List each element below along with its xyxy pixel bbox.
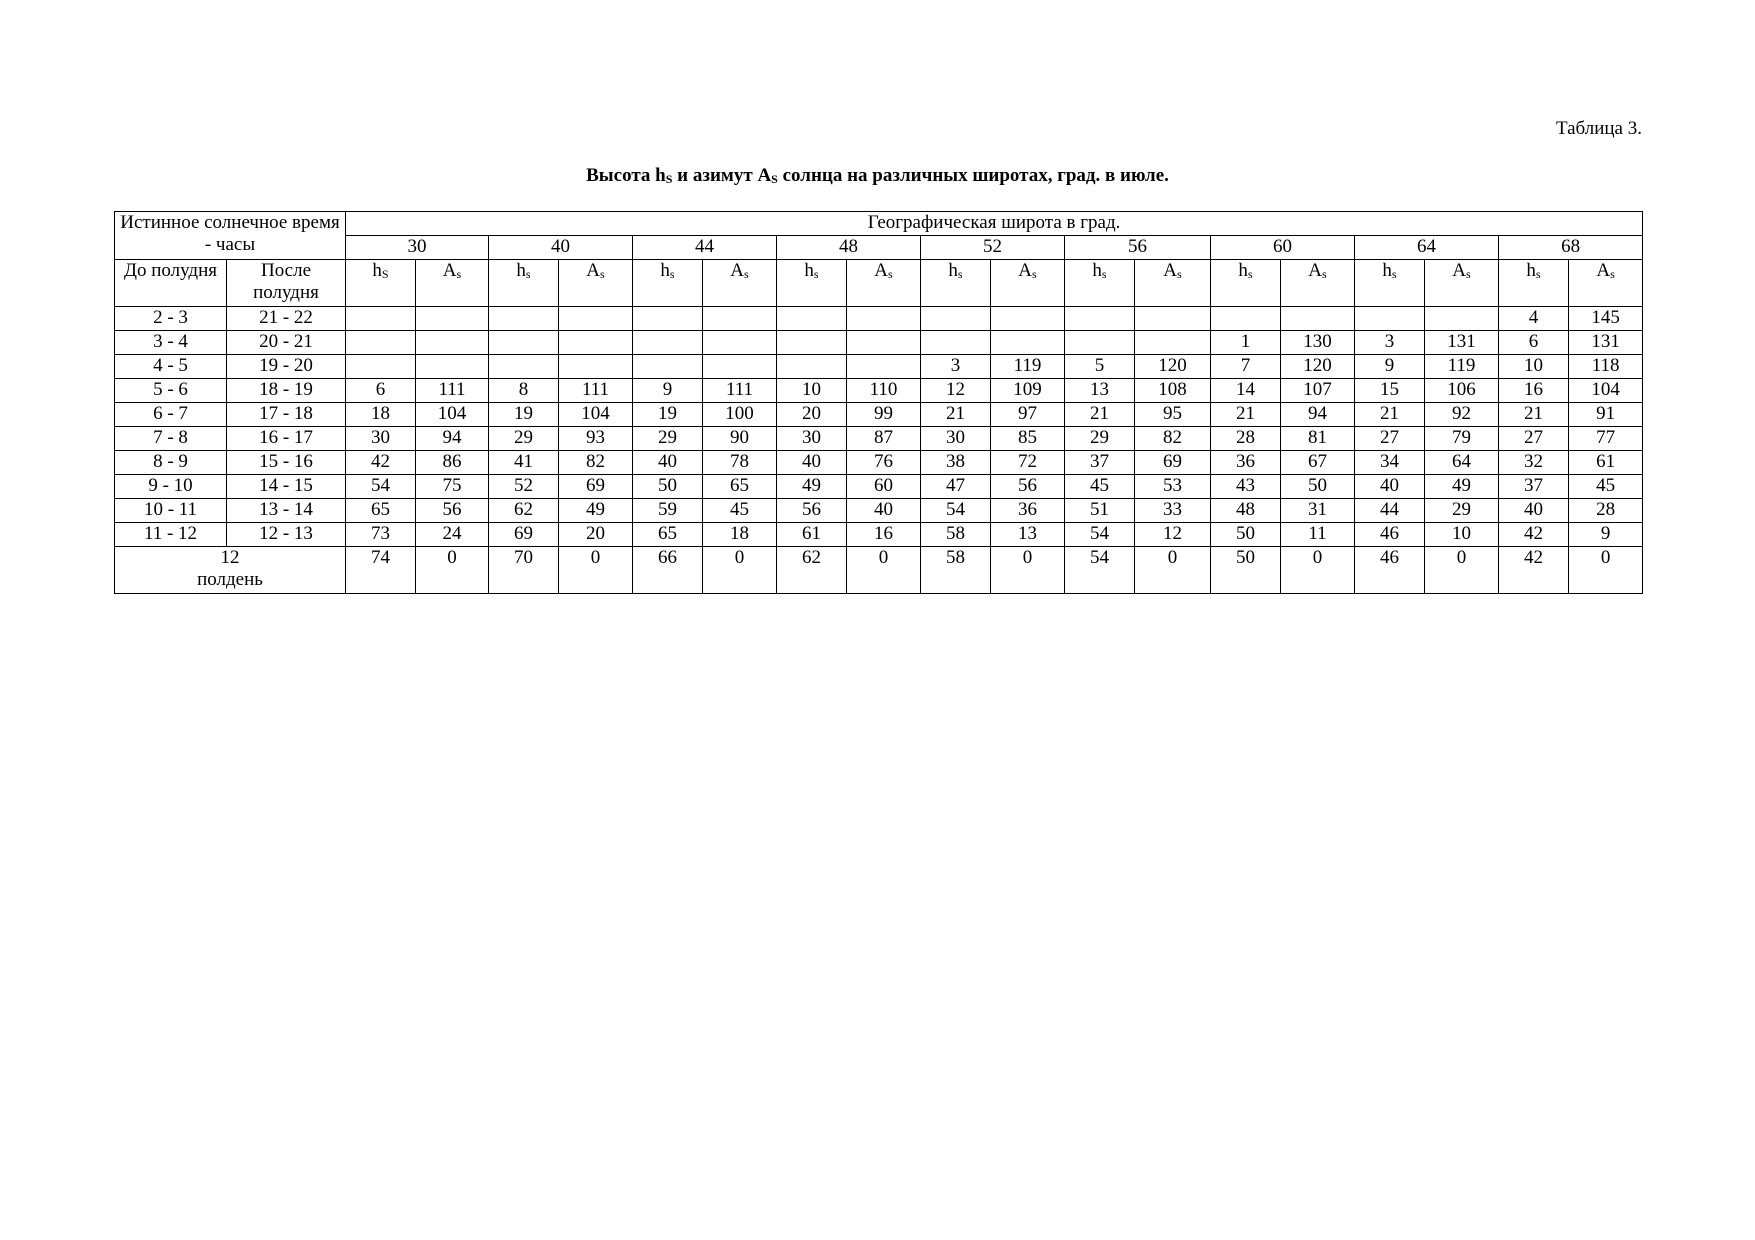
h-header-64: $h_s$ [1355,260,1425,307]
a-value-cell: 86 [416,451,489,475]
a-value-cell: 12 [1135,523,1211,547]
a-value-cell: 97 [991,403,1065,427]
h-value-cell: 62 [489,499,559,523]
a-header-30: $A_s$ [416,260,489,307]
a-value-cell: 79 [1425,427,1499,451]
a-value-cell [416,331,489,355]
a-value-cell [1281,307,1355,331]
a-value-cell [703,331,777,355]
a-value-cell: 81 [1281,427,1355,451]
h-value-cell: 36 [1211,451,1281,475]
h-value-cell [921,307,991,331]
h-value-cell: 15 [1355,379,1425,403]
a-value-cell: 36 [991,499,1065,523]
h-value-cell: 19 [489,403,559,427]
h-value-cell: 37 [1065,451,1135,475]
h-value-cell: 16 [1499,379,1569,403]
a-value-cell: 99 [847,403,921,427]
latitude-68: 68 [1499,236,1643,260]
a-value-cell: 0 [559,547,633,594]
a-value-cell: 104 [559,403,633,427]
a-value-cell: 20 [559,523,633,547]
h-value-cell: 32 [1499,451,1569,475]
h-value-cell: 49 [777,475,847,499]
a-value-cell: 94 [416,427,489,451]
a-value-cell: 85 [991,427,1065,451]
a-value-cell: 130 [1281,331,1355,355]
h-header-52: $h_s$ [921,260,991,307]
a-value-cell: 72 [991,451,1065,475]
h-value-cell: 9 [1355,355,1425,379]
a-value-cell: 75 [416,475,489,499]
a-value-cell: 61 [1569,451,1643,475]
table-row [115,331,1643,355]
a-value-cell: 0 [991,547,1065,594]
h-value-cell: 21 [1211,403,1281,427]
a-value-cell [559,307,633,331]
h-value-cell: 8 [489,379,559,403]
before-noon-cell: 3 - 4 [115,331,227,355]
h-value-cell: 58 [921,547,991,594]
h-value-cell: 51 [1065,499,1135,523]
h-header-44: $h_s$ [633,260,703,307]
h-value-cell: 70 [489,547,559,594]
a-value-cell [559,355,633,379]
before-noon-cell: 8 - 9 [115,451,227,475]
h-value-cell: 50 [1211,523,1281,547]
h-value-cell: 30 [346,427,416,451]
a-value-cell [703,307,777,331]
after-noon-cell: 16 - 17 [227,427,346,451]
latitude-44: 44 [633,236,777,260]
latitude-48: 48 [777,236,921,260]
a-value-cell: 67 [1281,451,1355,475]
a-value-cell: 87 [847,427,921,451]
a-value-cell: 145 [1569,307,1643,331]
h-value-cell [1355,307,1425,331]
latitude-64: 64 [1355,236,1499,260]
noon-row [115,547,1643,594]
a-value-cell: 77 [1569,427,1643,451]
a-value-cell: 82 [559,451,633,475]
a-value-cell: 90 [703,427,777,451]
h-value-cell: 73 [346,523,416,547]
a-value-cell: 64 [1425,451,1499,475]
h-value-cell: 29 [633,427,703,451]
h-value-cell: 12 [921,379,991,403]
table-row [115,355,1643,379]
h-value-cell: 34 [1355,451,1425,475]
a-value-cell: 111 [416,379,489,403]
h-value-cell: 40 [1355,475,1425,499]
a-value-cell [703,355,777,379]
h-value-cell [633,331,703,355]
h-value-cell: 10 [777,379,847,403]
a-value-cell: 120 [1135,355,1211,379]
h-value-cell: 27 [1499,427,1569,451]
a-value-cell: 104 [416,403,489,427]
a-value-cell [559,331,633,355]
a-value-cell [416,307,489,331]
h-value-cell: 40 [1499,499,1569,523]
a-header-48: $A_s$ [847,260,921,307]
h-value-cell: 29 [1065,427,1135,451]
a-value-cell: 131 [1425,331,1499,355]
a-value-cell: 33 [1135,499,1211,523]
a-value-cell [847,307,921,331]
h-value-cell [489,355,559,379]
a-value-cell: 9 [1569,523,1643,547]
a-header-68: $A_s$ [1569,260,1643,307]
h-value-cell: 45 [1065,475,1135,499]
h-value-cell: 19 [633,403,703,427]
after-noon-cell: 17 - 18 [227,403,346,427]
latitude-header: Географическая широта в град. [346,212,1643,236]
h-value-cell: 1 [1211,331,1281,355]
a-value-cell [847,355,921,379]
subheader-row [115,260,1643,307]
a-value-cell: 95 [1135,403,1211,427]
h-value-cell: 65 [633,523,703,547]
noon-hour: 12 [220,547,240,568]
h-value-cell [489,331,559,355]
a-header-56: $A_s$ [1135,260,1211,307]
h-value-cell [1065,307,1135,331]
table-row [115,307,1643,331]
h-value-cell: 27 [1355,427,1425,451]
h-value-cell: 56 [777,499,847,523]
h-value-cell [489,307,559,331]
h-value-cell: 48 [1211,499,1281,523]
a-value-cell: 18 [703,523,777,547]
before-noon-cell: 4 - 5 [115,355,227,379]
a-value-cell: 49 [559,499,633,523]
h-value-cell: 69 [489,523,559,547]
a-value-cell: 76 [847,451,921,475]
h-value-cell: 5 [1065,355,1135,379]
table-row [115,403,1643,427]
a-value-cell: 110 [847,379,921,403]
h-value-cell: 54 [921,499,991,523]
h-value-cell: 43 [1211,475,1281,499]
h-value-cell [921,331,991,355]
h-value-cell: 29 [489,427,559,451]
a-value-cell: 119 [1425,355,1499,379]
h-value-cell: 46 [1355,547,1425,594]
a-value-cell: 118 [1569,355,1643,379]
h-value-cell: 28 [1211,427,1281,451]
h-value-cell: 46 [1355,523,1425,547]
a-value-cell: 13 [991,523,1065,547]
latitude-30: 30 [346,236,489,260]
h-value-cell: 10 [1499,355,1569,379]
after-noon-cell: 19 - 20 [227,355,346,379]
h-value-cell: 3 [1355,331,1425,355]
solar-table [114,211,1643,594]
a-value-cell: 78 [703,451,777,475]
after-noon-cell: 18 - 19 [227,379,346,403]
a-value-cell: 107 [1281,379,1355,403]
h-value-cell: 21 [1065,403,1135,427]
a-header-64: $A_s$ [1425,260,1499,307]
h-value-cell: 4 [1499,307,1569,331]
a-value-cell: 111 [703,379,777,403]
h-header-60: $h_s$ [1211,260,1281,307]
h-value-cell: 21 [1355,403,1425,427]
a-value-cell [991,307,1065,331]
after-noon-cell: 13 - 14 [227,499,346,523]
h-value-cell: 9 [633,379,703,403]
a-value-cell: 119 [991,355,1065,379]
a-value-cell: 0 [1135,547,1211,594]
h-value-cell: 21 [1499,403,1569,427]
a-value-cell: 0 [1281,547,1355,594]
h-value-cell [777,307,847,331]
h-value-cell: 62 [777,547,847,594]
h-header-68: $h_s$ [1499,260,1569,307]
a-value-cell: 120 [1281,355,1355,379]
h-value-cell [1065,331,1135,355]
a-value-cell: 56 [991,475,1065,499]
a-value-cell [991,331,1065,355]
a-value-cell [416,355,489,379]
h-value-cell: 14 [1211,379,1281,403]
a-value-cell: 92 [1425,403,1499,427]
a-value-cell: 45 [703,499,777,523]
h-value-cell: 50 [1211,547,1281,594]
h-value-cell: 38 [921,451,991,475]
a-value-cell: 28 [1569,499,1643,523]
h-value-cell [346,307,416,331]
h-value-cell: 44 [1355,499,1425,523]
h-header-40: $h_s$ [489,260,559,307]
before-noon-header: До полудня [115,260,227,307]
latitude-56: 56 [1065,236,1211,260]
latitude-40: 40 [489,236,633,260]
h-value-cell [777,355,847,379]
latitude-52: 52 [921,236,1065,260]
h-value-cell: 66 [633,547,703,594]
a-value-cell: 100 [703,403,777,427]
time-header: Истинное солнечное время - часы [115,212,346,260]
a-header-40: $A_s$ [559,260,633,307]
after-noon-cell: 15 - 16 [227,451,346,475]
a-value-cell: 94 [1281,403,1355,427]
table-row [115,451,1643,475]
h-value-cell: 6 [1499,331,1569,355]
h-value-cell: 3 [921,355,991,379]
a-value-cell: 69 [1135,451,1211,475]
h-value-cell: 52 [489,475,559,499]
h-value-cell: 54 [1065,523,1135,547]
a-value-cell: 24 [416,523,489,547]
a-value-cell: 49 [1425,475,1499,499]
h-value-cell: 54 [346,475,416,499]
a-value-cell: 82 [1135,427,1211,451]
h-value-cell: 59 [633,499,703,523]
a-value-cell: 11 [1281,523,1355,547]
after-noon-cell: 12 - 13 [227,523,346,547]
h-value-cell: 42 [1499,523,1569,547]
h-value-cell: 30 [777,427,847,451]
a-value-cell: 10 [1425,523,1499,547]
table-row [115,523,1643,547]
a-value-cell: 16 [847,523,921,547]
a-value-cell: 50 [1281,475,1355,499]
header-row-1 [115,212,1643,236]
h-value-cell [346,355,416,379]
h-value-cell: 7 [1211,355,1281,379]
a-value-cell: 45 [1569,475,1643,499]
a-value-cell: 69 [559,475,633,499]
a-value-cell: 56 [416,499,489,523]
noon-word: полдень [197,569,263,590]
h-value-cell [346,331,416,355]
table-number: Таблица 3. [1555,118,1642,139]
before-noon-cell: 2 - 3 [115,307,227,331]
h-value-cell: 61 [777,523,847,547]
before-noon-cell: 9 - 10 [115,475,227,499]
h-value-cell: 42 [1499,547,1569,594]
before-noon-cell: 6 - 7 [115,403,227,427]
a-value-cell: 111 [559,379,633,403]
after-noon-cell: 14 - 15 [227,475,346,499]
h-value-cell: 41 [489,451,559,475]
table-row [115,379,1643,403]
a-value-cell [1425,307,1499,331]
a-value-cell: 109 [991,379,1065,403]
h-value-cell: 20 [777,403,847,427]
a-header-52: $A_s$ [991,260,1065,307]
after-noon-cell: 20 - 21 [227,331,346,355]
a-value-cell: 91 [1569,403,1643,427]
before-noon-cell: 5 - 6 [115,379,227,403]
a-value-cell: 0 [703,547,777,594]
h-value-cell: 65 [346,499,416,523]
after-noon-header: После полудня [227,260,346,307]
a-header-44: $A_s$ [703,260,777,307]
h-value-cell: 74 [346,547,416,594]
h-value-cell: 40 [777,451,847,475]
table-row [115,499,1643,523]
a-value-cell: 0 [1569,547,1643,594]
a-value-cell: 29 [1425,499,1499,523]
after-noon-cell: 21 - 22 [227,307,346,331]
h-value-cell [633,355,703,379]
table-row [115,475,1643,499]
a-value-cell: 60 [847,475,921,499]
a-value-cell: 0 [847,547,921,594]
h-value-cell: 58 [921,523,991,547]
h-value-cell: 47 [921,475,991,499]
h-value-cell: 30 [921,427,991,451]
before-noon-cell: 10 - 11 [115,499,227,523]
a-value-cell [847,331,921,355]
a-value-cell: 53 [1135,475,1211,499]
a-value-cell: 40 [847,499,921,523]
noon-label [115,547,346,594]
h-header-48: $h_s$ [777,260,847,307]
table-row [115,427,1643,451]
h-value-cell: 21 [921,403,991,427]
h-value-cell: 37 [1499,475,1569,499]
a-value-cell: 0 [416,547,489,594]
a-value-cell [1135,331,1211,355]
a-value-cell: 104 [1569,379,1643,403]
h-header-56: $h_s$ [1065,260,1135,307]
a-value-cell: 108 [1135,379,1211,403]
a-value-cell: 106 [1425,379,1499,403]
a-value-cell: 65 [703,475,777,499]
h-value-cell: 6 [346,379,416,403]
a-header-60: $A_s$ [1281,260,1355,307]
latitude-60: 60 [1211,236,1355,260]
h-value-cell: 54 [1065,547,1135,594]
before-noon-cell: 7 - 8 [115,427,227,451]
h-value-cell [1211,307,1281,331]
h-value-cell [777,331,847,355]
a-value-cell: 131 [1569,331,1643,355]
a-value-cell: 93 [559,427,633,451]
h-value-cell: 42 [346,451,416,475]
a-value-cell: 31 [1281,499,1355,523]
h-header-30: $h_S$ [346,260,416,307]
h-value-cell: 50 [633,475,703,499]
before-noon-cell: 11 - 12 [115,523,227,547]
a-value-cell [1135,307,1211,331]
table-title: Высота $h_S$ и азимут $A_S$ солнца на различных широтах, град. в июле. [586,165,1169,186]
h-value-cell: 13 [1065,379,1135,403]
h-value-cell: 40 [633,451,703,475]
h-value-cell: 18 [346,403,416,427]
a-value-cell: 0 [1425,547,1499,594]
h-value-cell [633,307,703,331]
